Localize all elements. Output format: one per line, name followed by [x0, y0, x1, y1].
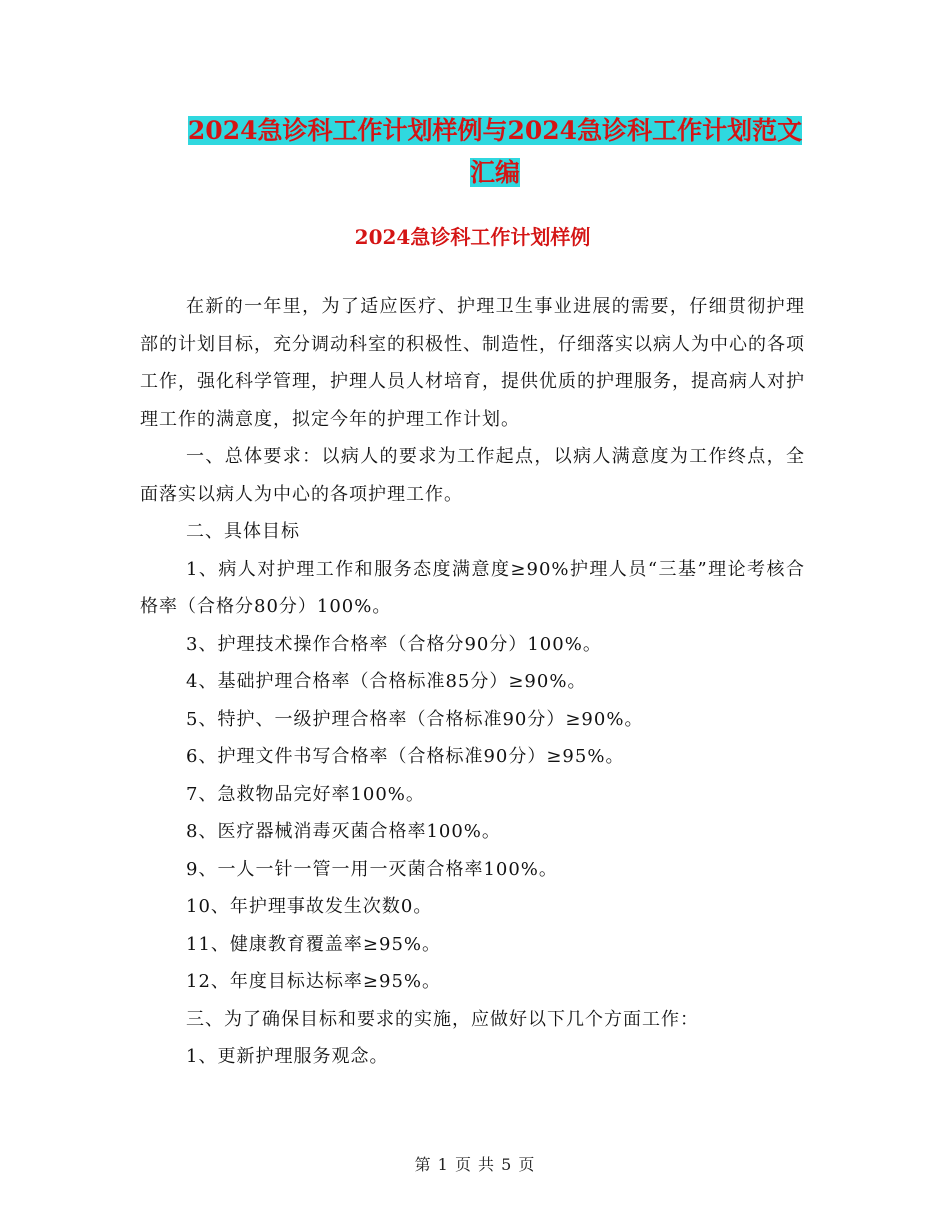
general-requirements-paragraph: 一、总体要求：以病人的要求为工作起点，以病人满意度为工作终点，全面落实以病人为中心的各项护理工作。 — [140, 446, 805, 505]
list-item: 7、急救物品完好率100%。 — [186, 783, 425, 805]
document-title-line-1: 2024急诊科工作计划样例与2024急诊科工作计划范文 — [187, 116, 803, 145]
list-item: 3、护理技术操作合格率（合格分90分）100%。 — [186, 633, 602, 655]
page-number-footer: 第 1 页 共 5 页 — [414, 1155, 536, 1174]
implementation-heading: 三、为了确保目标和要求的实施，应做好以下几个方面工作： — [186, 1008, 699, 1030]
list-item: 9、一人一针一管一用一灭菌合格率100%。 — [186, 858, 558, 880]
list-item: 10、年护理事故发生次数0。 — [186, 896, 433, 917]
list-item: 12、年度目标达标率≥95%。 — [186, 971, 441, 992]
list-item: 11、健康教育覆盖率≥95%。 — [186, 933, 441, 955]
specific-goals-heading: 二、具体目标 — [186, 521, 300, 542]
section-title: 2024急诊科工作计划样例 — [354, 225, 591, 249]
list-item: 6、护理文件书写合格率（合格标准90分）≥95%。 — [186, 746, 625, 767]
list-item: 4、基础护理合格率（合格标准85分）≥90%。 — [186, 671, 587, 692]
document-body — [140, 288, 805, 1076]
list-item: 8、医疗器械消毒灭菌合格率100%。 — [186, 821, 501, 842]
list-item: 5、特护、一级护理合格率（合格标准90分）≥90%。 — [186, 708, 644, 730]
intro-paragraph: 在新的一年里，为了适应医疗、护理卫生事业进展的需要，仔细贯彻护理部的计划目标，充分调动科室的积极性、制造性，仔细落实以病人为中心的各项工作，强化科学管理，护理人员人材培育，提供优质的护理服务，提高病人对护理工作的满意度，拟定今年的护理工作计划。 — [140, 296, 805, 430]
document-title-line-2: 汇编 — [469, 158, 520, 187]
document-title — [140, 110, 850, 194]
list-item: 1、更新护理服务观念。 — [186, 1046, 389, 1067]
list-item: 1、病人对护理工作和服务态度满意度≥90%护理人员“三基”理论考核合格率（合格分80分）100%。 — [140, 558, 805, 617]
